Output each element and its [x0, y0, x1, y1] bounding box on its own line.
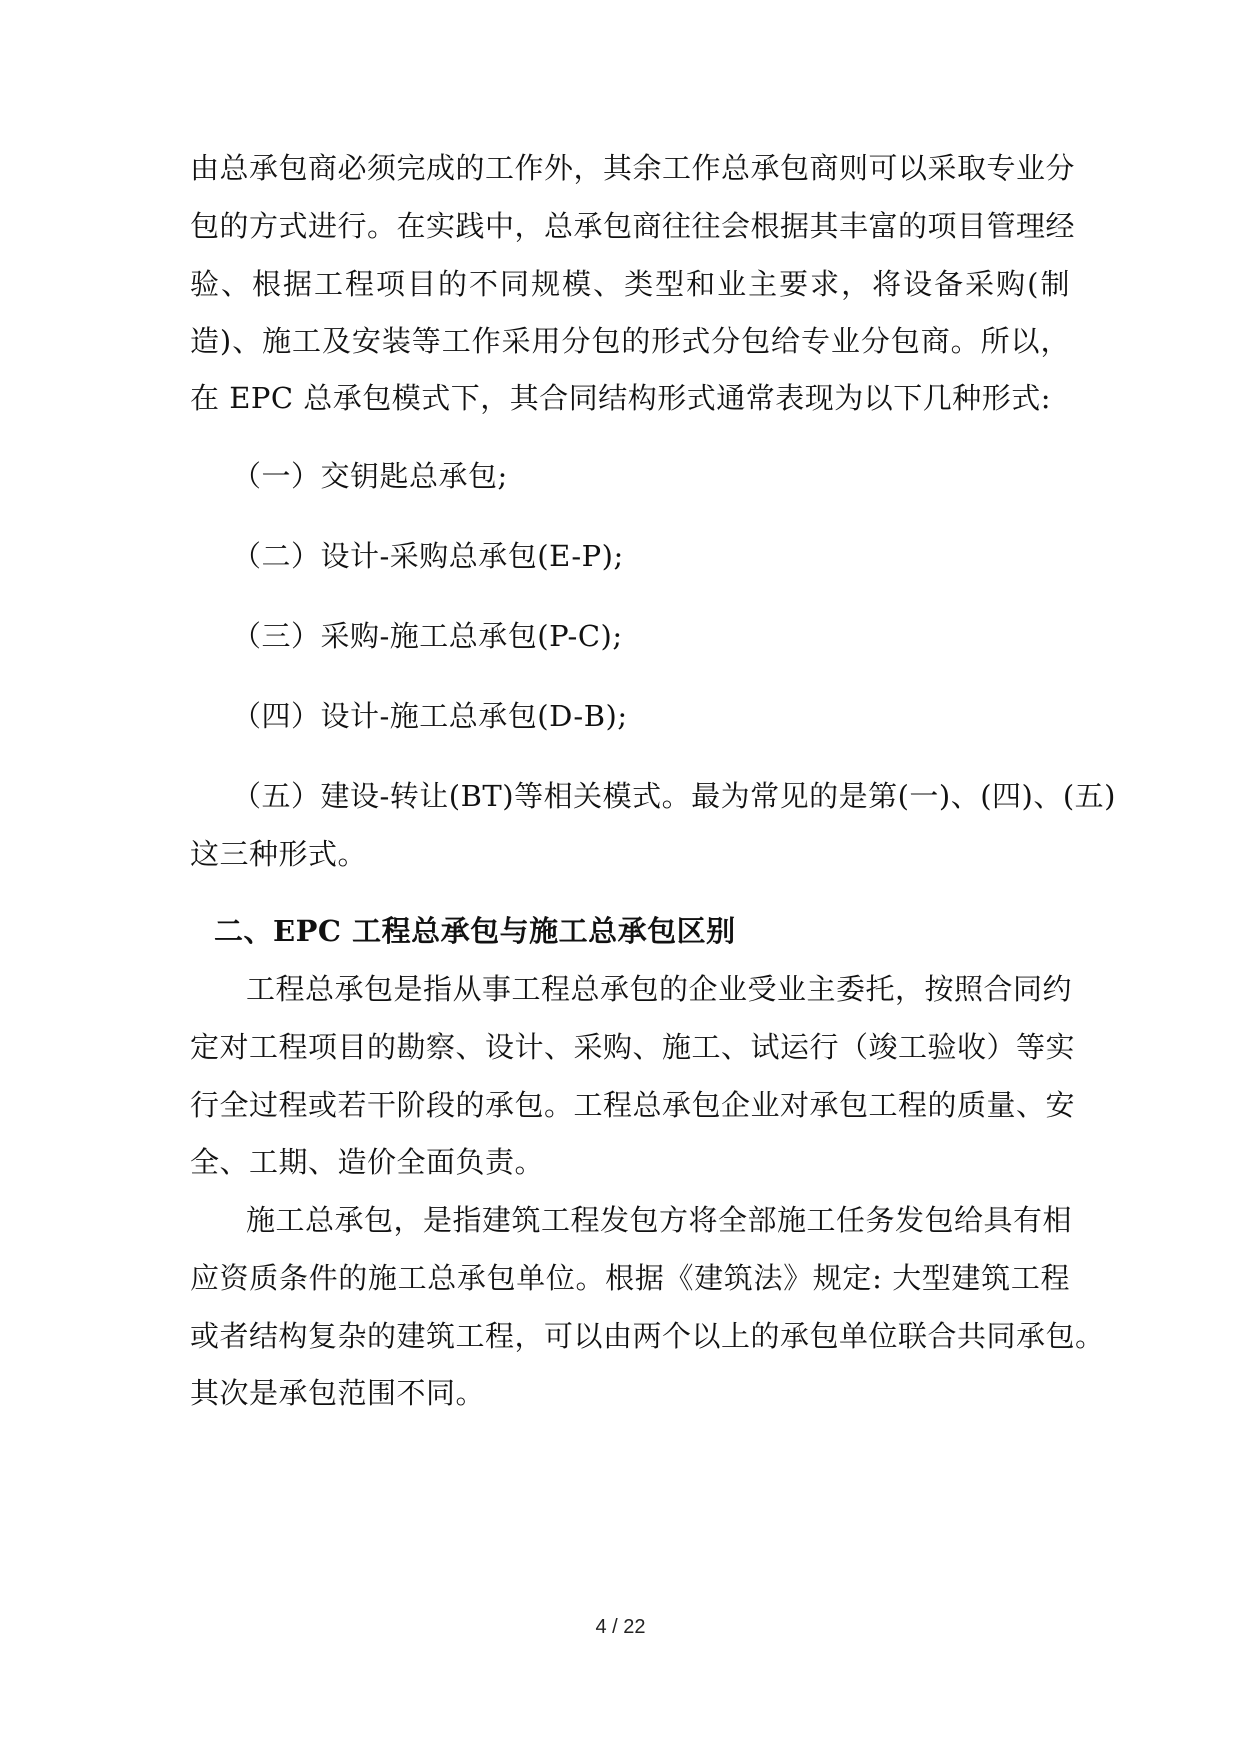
- paragraph-line: 全、工期、造价全面负责。: [190, 1145, 545, 1179]
- paragraph-line: 或者结构复杂的建筑工程，可以由两个以上的承包单位联合共同承包。: [190, 1319, 1105, 1353]
- paragraph-line: 造)、施工及安装等工作采用分包的形式分包给专业分包商。所以，: [190, 324, 1070, 358]
- paragraph-line: 由总承包商必须完成的工作外，其余工作总承包商则可以采取专业分: [190, 151, 1076, 185]
- list-item: （一）交钥匙总承包;: [232, 459, 508, 493]
- paragraph-line: 定对工程项目的勘察、设计、采购、施工、试运行（竣工验收）等实: [190, 1030, 1076, 1064]
- paragraph-line: 施工总承包，是指建筑工程发包方将全部施工任务发包给具有相: [246, 1203, 1073, 1237]
- paragraph-line: 其次是承包范围不同。: [190, 1376, 486, 1410]
- paragraph-line: 验、根据工程项目的不同规模、类型和业主要求，将设备采购(制: [190, 267, 1070, 301]
- paragraph-line: 工程总承包是指从事工程总承包的企业受业主委托，按照合同约: [246, 972, 1073, 1006]
- section-heading: 二、EPC 工程总承包与施工总承包区别: [214, 914, 736, 948]
- list-item: （四）设计-施工总承包(D-B);: [232, 699, 628, 733]
- paragraph-line: 应资质条件的施工总承包单位。根据《建筑法》规定: 大型建筑工程: [190, 1261, 1070, 1295]
- list-item: （二）设计-采购总承包(E-P);: [232, 539, 624, 573]
- page-number: 4 / 22: [595, 1616, 646, 1638]
- paragraph-line: 包的方式进行。在实践中，总承包商往往会根据其丰富的项目管理经: [190, 209, 1076, 243]
- list-item: （五）建设-转让(BT)等相关模式。最为常见的是第(一)、(四)、(五): [232, 779, 1116, 813]
- paragraph-line: 行全过程或若干阶段的承包。工程总承包企业对承包工程的质量、安: [190, 1088, 1076, 1122]
- list-item: （三）采购-施工总承包(P-C);: [232, 619, 623, 653]
- paragraph-line: 在 EPC 总承包模式下，其合同结构形式通常表现为以下几种形式:: [190, 381, 1052, 415]
- list-item-continuation: 这三种形式。: [190, 837, 368, 871]
